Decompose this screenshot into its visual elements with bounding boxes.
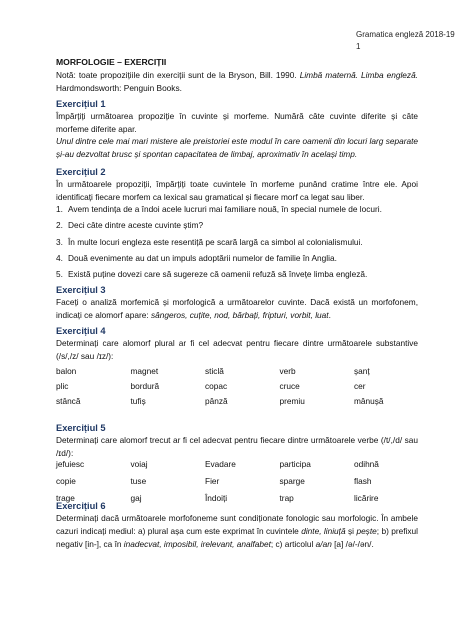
document-title: MORFOLOGIE – EXERCIȚII <box>56 57 167 67</box>
page-number: 1 <box>356 42 361 51</box>
source-note: Notă: toate propozițiile din exerciții sunt de la Bryson, Bill. 1990. Limbă maternă. Limba engleză. Hardmondsworth: Penguin Books. <box>56 70 418 93</box>
list-item: 1. Avem tendința de a îndoi acele lucruri mai familiare nouă, în special numele de locuri. <box>56 204 382 214</box>
exercise-5-instruction: Determinați care alomorf trecut ar fi cel adecvat pentru fiecare dintre următoarele verbe (/t/,/d/ sau /ɪd/): <box>56 435 418 458</box>
list-item: 2. Deci câte dintre aceste cuvinte știm? <box>56 220 204 231</box>
table-row: jefuiesc voiaj Evadare participa odihnă <box>56 459 379 469</box>
exercise-5-heading: Exercițiul 5 <box>56 423 106 433</box>
list-item: 4. Două evenimente au dat un impuls adoptării numelor de familie în Anglia. <box>56 252 337 263</box>
exercise-4-word-table <box>56 366 430 411</box>
exercise-1-heading: Exercițiul 1 <box>56 99 106 109</box>
table-row: balon magnet sticlă verb șanț <box>56 366 370 376</box>
exercise-1-instruction: Împărțiți următoarea propoziție în cuvinte și morfeme. Numără câte cuvinte diferite și câte morfeme diferite apar. <box>56 111 418 134</box>
course-label: Gramatica engleză 2018-19 <box>356 30 455 39</box>
table-row: trage gaj Îndoiți trap licărire <box>56 493 379 503</box>
exercise-3-instruction: Faceți o analiză morfemică și morfologică a următoarelor cuvinte. Dacă există un morfofonem, indicați ce alomorf apare: sângeros, cuțite, nod, bărbați, fripturi, vorbit, luat. <box>56 297 418 320</box>
exercise-6-heading: Exercițiul 6 <box>56 501 106 511</box>
exercise-5-word-table <box>56 459 430 510</box>
page-header <box>356 29 455 53</box>
exercise-4-instruction: Determinați care alomorf plural ar fi cel adecvat pentru fiecare dintre următoarele substantive (/s/,/z/ sau /ɪz/): <box>56 338 418 361</box>
exercise-2-heading: Exercițiul 2 <box>56 167 106 177</box>
list-item: 5. Există puține dovezi care să sugereze că oamenii refuză să învețe limba engleză. <box>56 269 368 280</box>
table-row: plic bordură copac cruce cer <box>56 381 366 391</box>
exercise-1-sentence: Unul dintre cele mai mari mistere ale preistoriei este modul în care oamenii din locuri larg separate și-au dezvoltat brusc și spontan capacitatea de limbaj, aproximativ în același timp. <box>56 136 418 159</box>
table-row: stâncă tufiș pânză premiu mânușă <box>56 396 384 406</box>
exercise-3-heading: Exercițiul 3 <box>56 285 106 295</box>
exercise-2-list <box>56 203 426 284</box>
exercise-2-instruction: În următoarele propoziții, împărțiți toate cuvintele în morfeme punând cratime între ele. Apoi identificați fiecare morfem ca lexical sau gramatical și fiecare morf ca legat sau liber. <box>56 179 418 202</box>
table-row: copie tuse Fier sparge flash <box>56 476 372 486</box>
exercise-4-heading: Exercițiul 4 <box>56 326 106 336</box>
exercise-6-instruction: Determinați dacă următoarele morfofoneme sunt condiționate fonologic sau morfologic. În ambele cazuri indicați mediul: a) plural așa cum este exprimat în cuvintele dinte, liniuță și pește; b) prefixul negativ [in-], ca în inadecvat, imposibil, irelevant, analfabet; c) articolul a/an [a] /ə/-/ən/. <box>56 513 419 549</box>
list-item: 3. În multe locuri engleza este resentiță pe scară largă ca simbol al colonialismului. <box>56 236 363 247</box>
